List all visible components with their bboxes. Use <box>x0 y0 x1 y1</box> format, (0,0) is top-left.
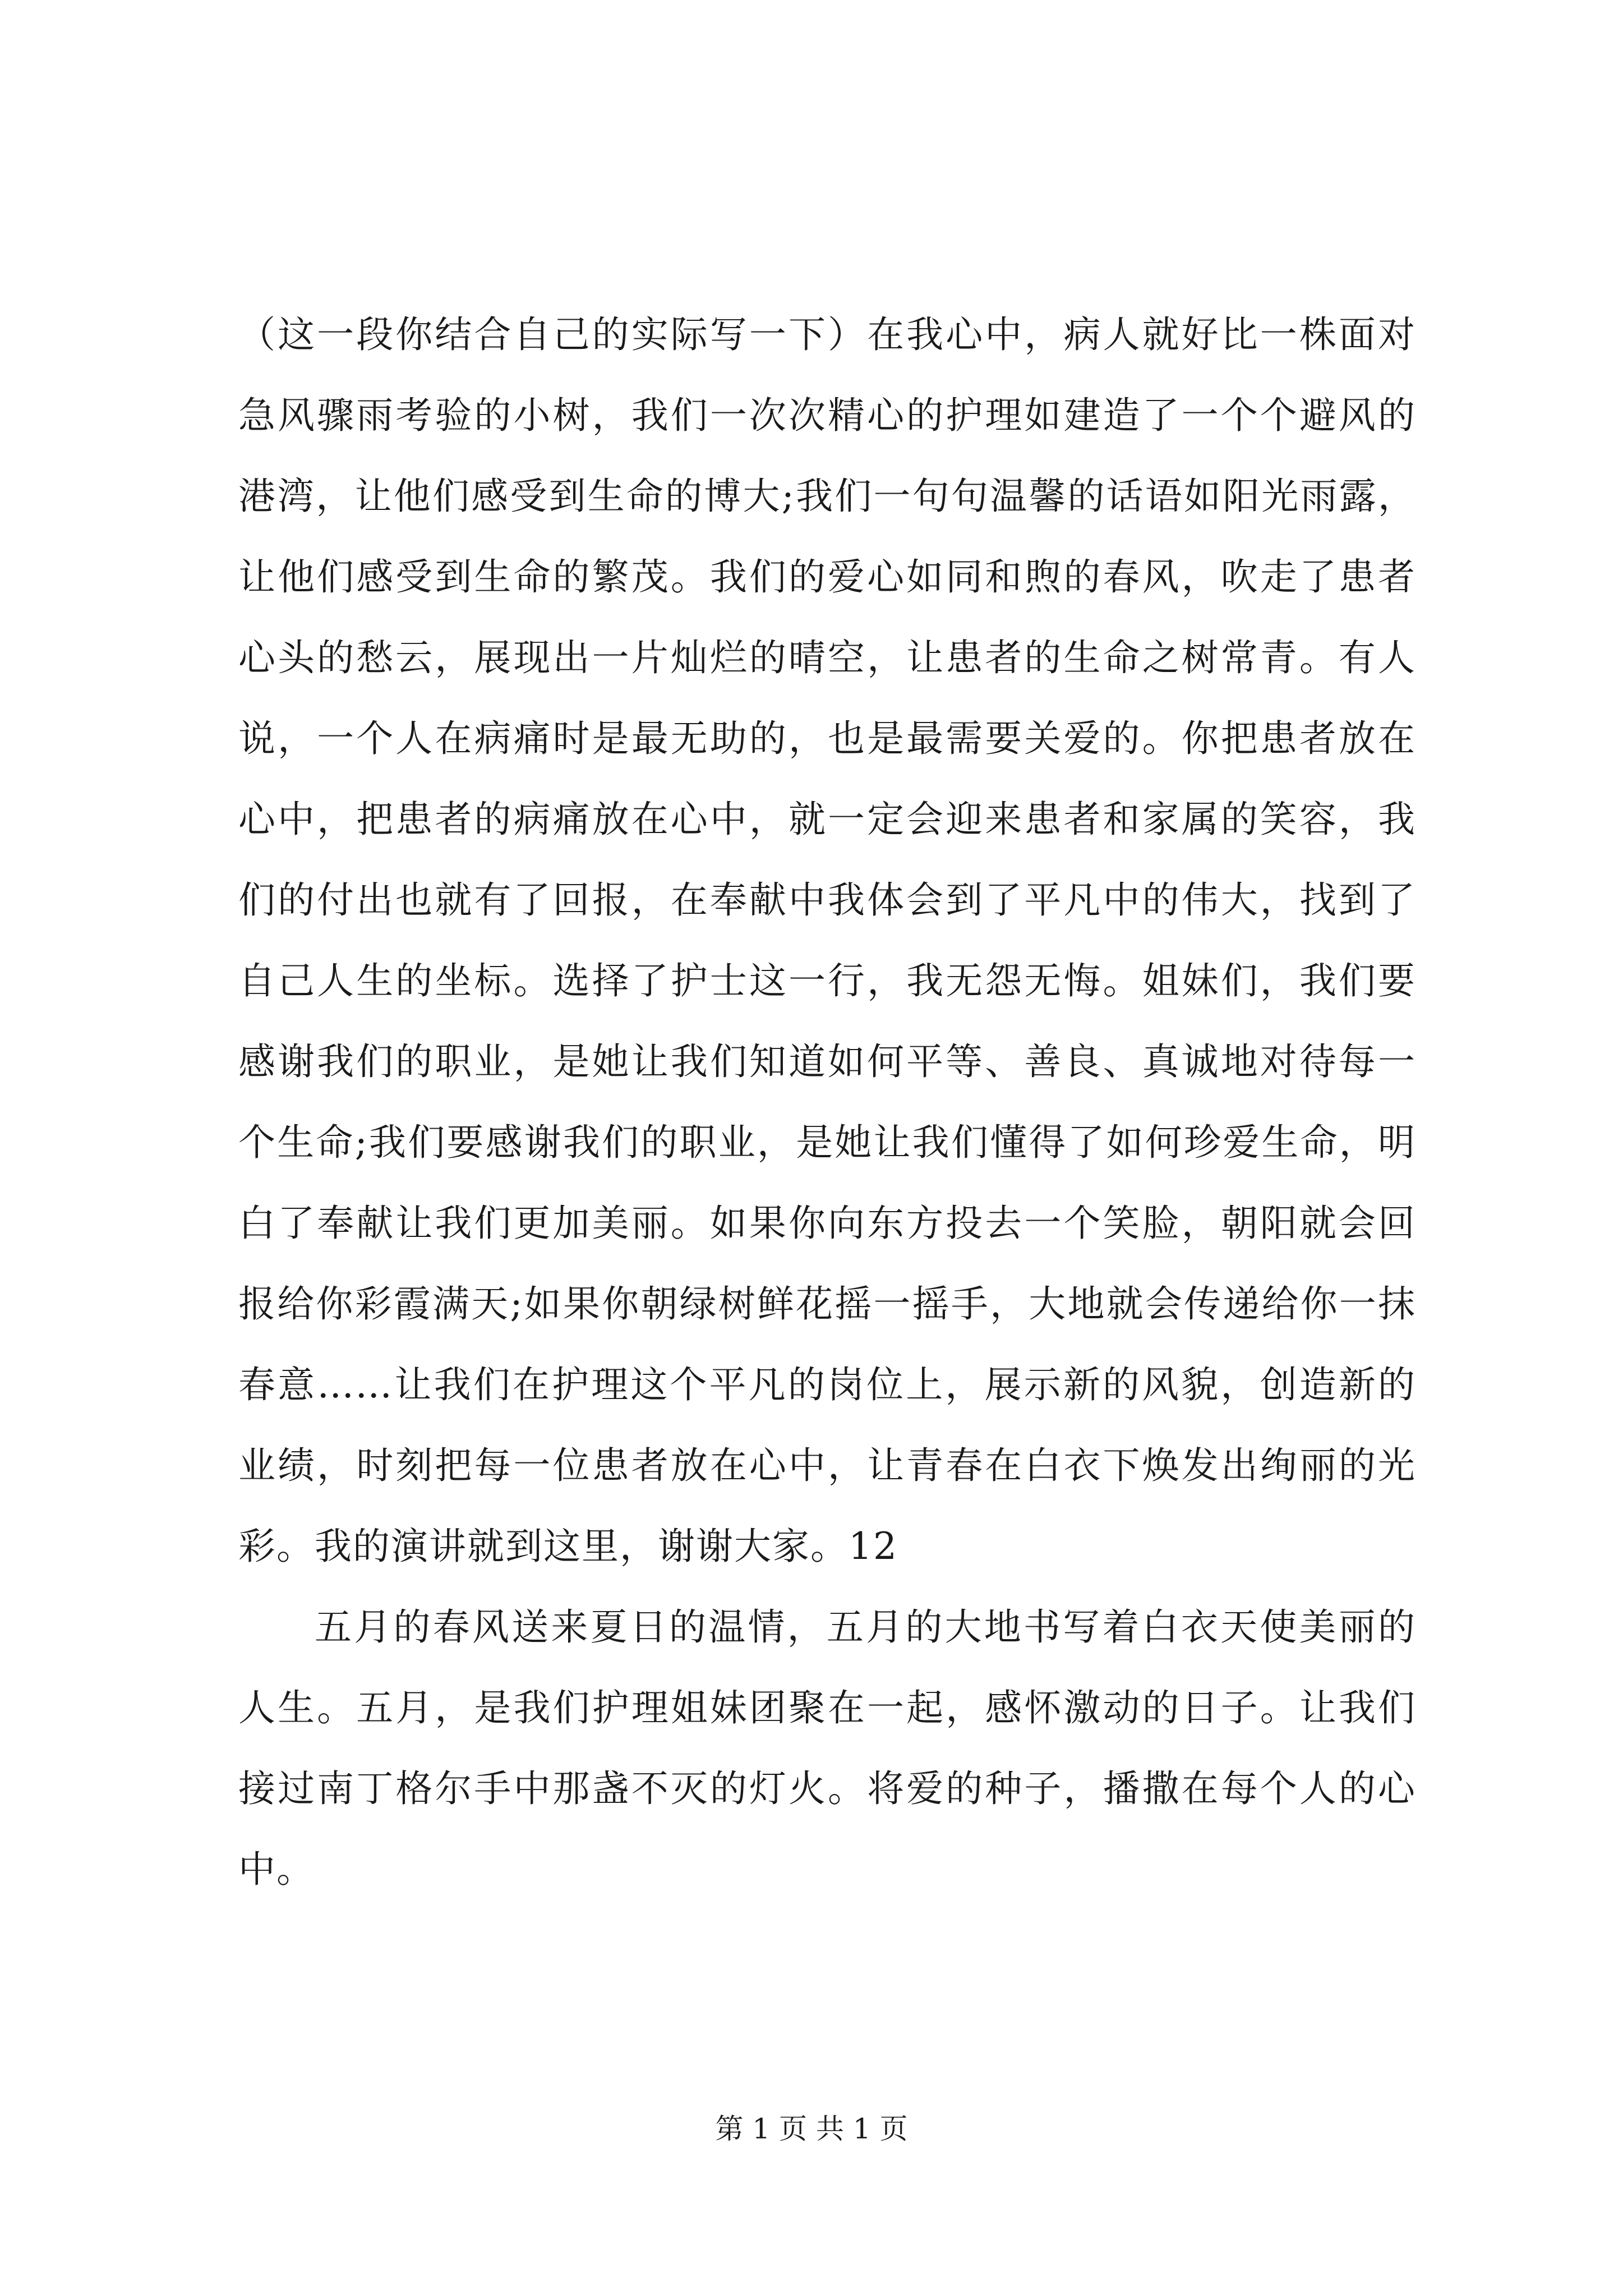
paragraph-2: 五月的春风送来夏日的温情，五月的大地书写着白衣天使美丽的人生。五月，是我们护理姐妹团聚在一起，感怀激动的日子。让我们接过南丁格尔手中那盏不灭的灯火。将爱的种子，播撒在每个人的心中。 <box>238 1605 1416 1891</box>
paragraph-1: （这一段你结合自己的实际写一下）在我心中，病人就好比一株面对急风骤雨考验的小树，我们一次次精心的护理如建造了一个个避风的港湾，让他们感受到生命的博大;我们一句句温馨的话语如阳光雨露，让他们感受到生命的繁茂。我们的爱心如同和煦的春风，吹走了患者心头的愁云，展现出一片灿烂的晴空，让患者的生命之树常青。有人说，一个人在病痛时是最无助的，也是最需要关爱的。你把患者放在心中，把患者的病痛放在心中，就一定会迎来患者和家属的笑容，我们的付出也就有了回报，在奉献中我体会到了平凡中的伟大，找到了自己人生的坐标。选择了护士这一行，我无怨无悔。姐妹们，我们要感谢我们的职业，是她让我们知道如何平等、善良、真诚地对待每一个生命;我们要感谢我们的职业，是她让我们懂得了如何珍爱生命，明白了奉献让我们更加美丽。如果你向东方投去一个笑脸，朝阳就会回报给你彩霞满天;如果你朝绿树鲜花摇一摇手，大地就会传递给你一抹春意……让我们在护理这个平凡的岗位上，展示新的风貌，创造新的业绩，时刻把每一位患者放在心中，让青春在白衣下焕发出绚丽的光彩。我的演讲就到这里，谢谢大家。12 <box>238 313 1416 1568</box>
page-footer: 第 1 页 共 1 页 <box>715 2113 908 2145</box>
document-body <box>238 295 1416 1910</box>
